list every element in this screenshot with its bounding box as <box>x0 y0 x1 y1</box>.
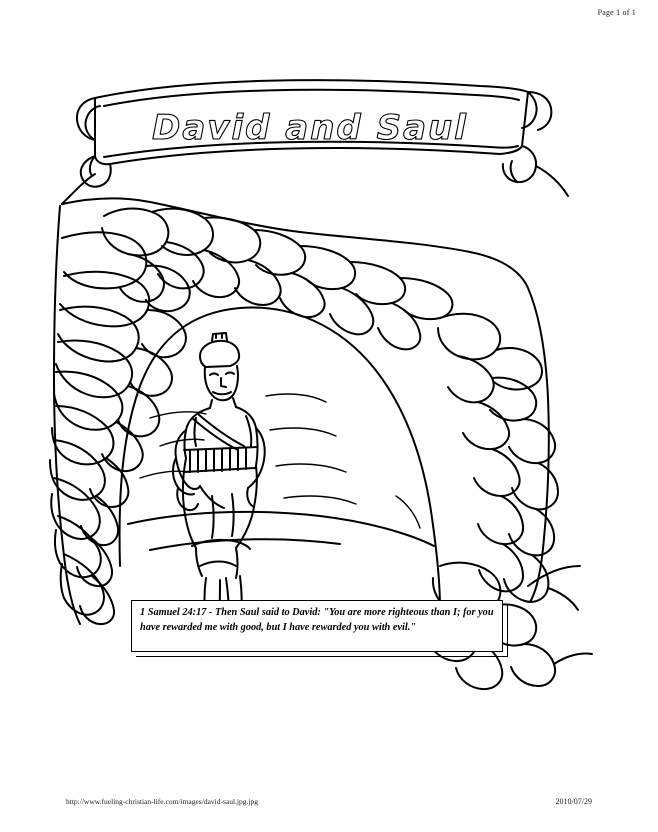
page-header-label: Page 1 of 1 <box>597 8 636 17</box>
interior-wall-texture <box>140 394 420 528</box>
soldier-figure <box>173 333 265 626</box>
verse-box <box>131 600 503 652</box>
footer-source-url: http://www.fueling-christian-life.com/images/david-saul.jpg.jpg <box>66 797 258 806</box>
banner-title-text: David and Saul <box>152 108 468 148</box>
footer-print-date: 2010/07/29 <box>555 797 592 806</box>
verse-text: 1 Samuel 24:17 - Then Saul said to David: "You are more righteous than I; for you have rewarded me with good, but I have rewarded you with evil." <box>140 607 494 633</box>
